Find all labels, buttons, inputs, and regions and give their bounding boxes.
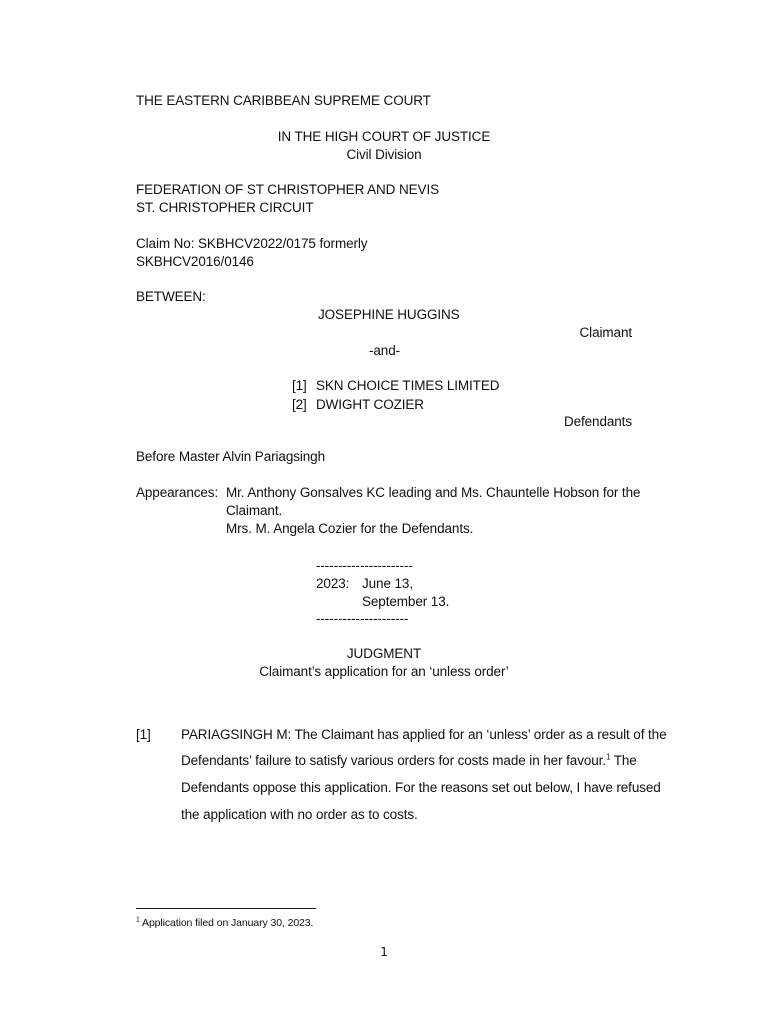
defendant-1-number: [1] [292,378,307,393]
appearances-line1: Mr. Anthony Gonsalves KC leading and Ms. Chauntelle Hobson for the [226,485,641,500]
dates-rule-bottom: --------------------- [316,611,409,626]
claimant-name: JOSEPHINE HUGGINS [318,307,460,322]
appearances-line3: Mrs. M. Angela Cozier for the Defendants. [226,521,474,536]
claim-number-line1: Claim No: SKBHCV2022/0175 formerly [136,236,368,251]
dates-year: 2023: [316,576,350,591]
before-master: Before Master Alvin Pariagsingh [136,449,325,464]
appearances-label: Appearances: [136,485,219,500]
defendant-2-name: DWIGHT COZIER [316,397,424,412]
judgment-title: JUDGMENT [346,646,422,661]
dates-rule-top: ---------------------- [316,558,413,573]
paragraph-1-line1: PARIAGSINGH M: The Claimant has applied for an ‘unless’ order as a result of the [181,727,667,742]
hearing-date-1: June 13, [362,576,413,591]
footnote-mark: 1 [136,916,140,924]
between-label: BETWEEN: [136,289,206,304]
appearances-line2: Claimant. [226,503,283,518]
footnote-text: Application filed on January 30, 2023. [139,917,314,929]
page-number: 1 [380,945,388,959]
court-name: THE EASTERN CARIBBEAN SUPREME COURT [136,93,431,108]
defendant-2-number: [2] [292,397,307,412]
paragraph-1-line2 [181,752,637,770]
paragraph-1-line3: Defendants oppose this application. For the reasons set out below, I have refused [181,780,661,795]
paragraph-1-line2-text: Defendants’ failure to satisfy various orders for costs made in her favour. [181,753,606,768]
defendants-role: Defendants [563,414,632,429]
paragraph-1-line4: the application with no order as to costs. [181,807,418,822]
high-court-heading: IN THE HIGH COURT OF JUSTICE [277,129,491,144]
defendant-1-name: SKN CHOICE TIMES LIMITED [316,378,500,393]
footnote-reference[interactable]: 1 [605,752,611,762]
paragraph-1-number: [1] [136,727,151,742]
paragraph-1-line2-tail: The [610,753,637,768]
footnote-separator [136,908,316,909]
footnote-1 [136,916,313,930]
federation-heading: FEDERATION OF ST CHRISTOPHER AND NEVIS [136,182,439,197]
division-heading: Civil Division [346,147,422,162]
claimant-role: Claimant [579,325,632,340]
circuit-heading: ST. CHRISTOPHER CIRCUIT [136,200,314,215]
and-separator: -and- [369,343,401,358]
hearing-date-2: September 13. [362,594,450,609]
judgment-subtitle: Claimant’s application for an ‘unless order’ [259,664,509,679]
claim-number-line2: SKBHCV2016/0146 [136,254,254,269]
